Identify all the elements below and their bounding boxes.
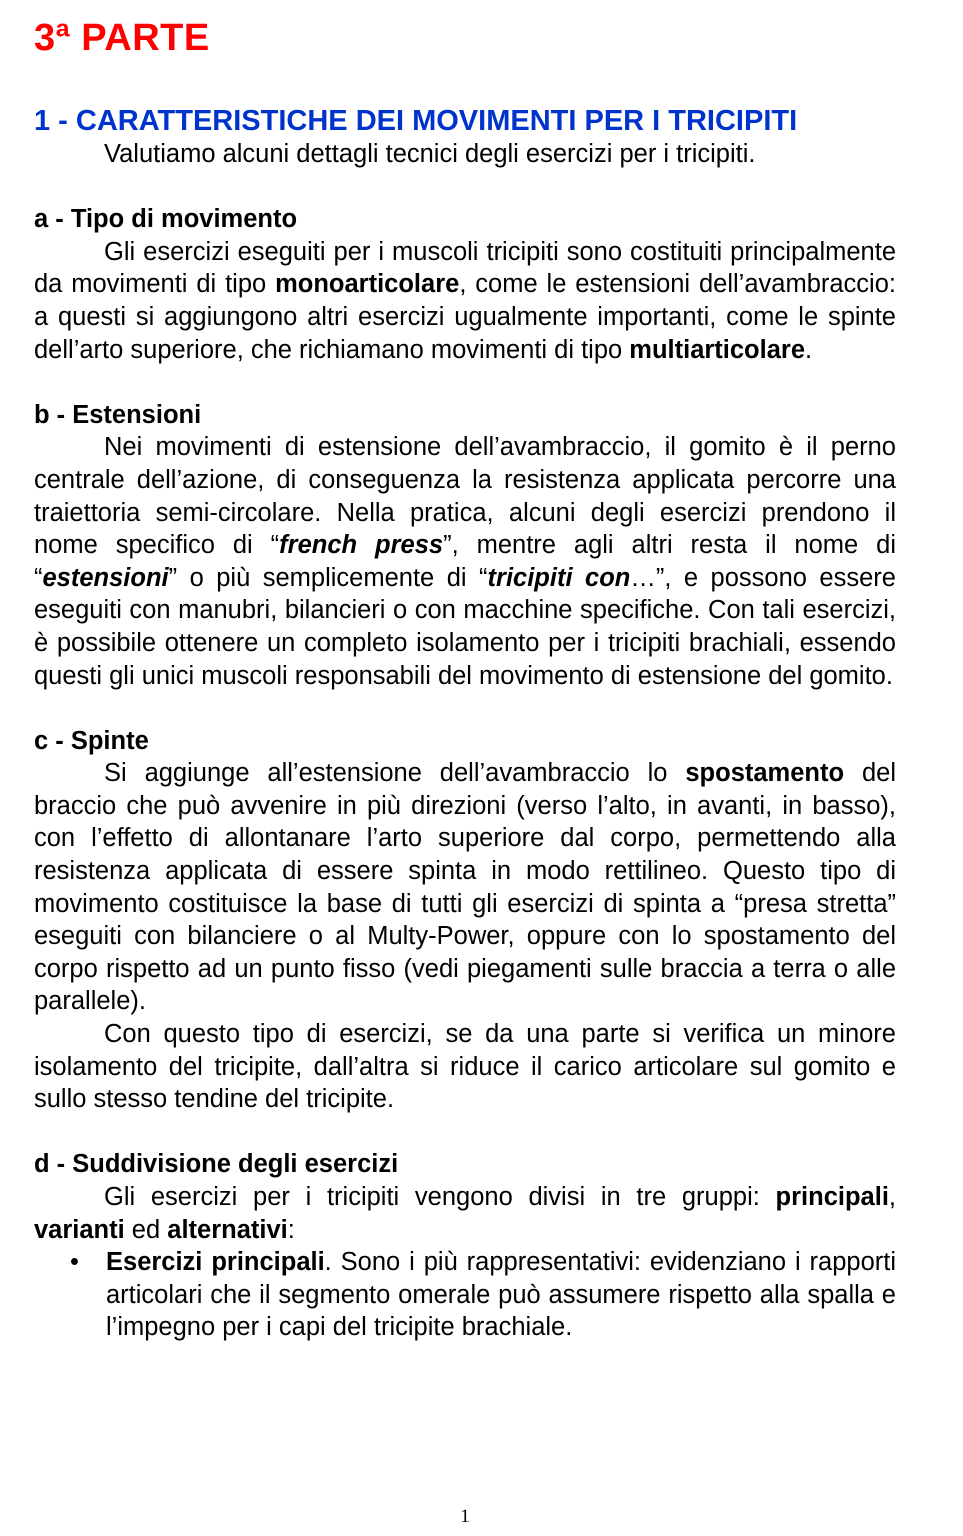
text-span: del braccio che può avvenire in più direzioni (verso l’alto, in avanti, in basso), con l’effetto di allontanare l’arto superiore dal corpo, permettendo alla resistenza applicata di essere spinta in modo rettilineo. Questo tipo di movimento costituisce la base di tutti gli esercizi di spinta a “presa stretta” eseguiti con bilanciere o al Multy-Power, oppure con lo spostamento del corpo rispetto ad un punto fisso (vedi piegamenti sulle braccia a terra o alle parallele). (34, 759, 896, 1016)
chapter-title: 1 - CARATTERISTICHE DEI MOVIMENTI PER I TRICIPITI (34, 105, 798, 137)
text-span: Nei movimenti di estensione dell’avambraccio, il gomito è il perno centrale dell’azione, di conseguenza la resistenza applicata percorre una traiettoria semi-circolare. Nella pratica, alcuni degli esercizi prendono il nome specifico di “ (34, 433, 896, 560)
bold-italic-term: french press (279, 531, 444, 560)
bullet-icon: • (70, 1248, 79, 1277)
bold-italic-term: estensioni (42, 563, 169, 592)
bold-term: multiarticolare (629, 335, 806, 364)
bold-italic-term: tricipiti con (487, 563, 631, 592)
part-title: 3ª PARTE (34, 17, 210, 59)
intro-paragraph: Valutiamo alcuni dettagli tecnici degli esercizi per i tricipiti. (104, 140, 756, 168)
page-number: 1 (460, 1506, 470, 1527)
section-d-paragraph (34, 1181, 896, 1246)
section-c-paragraph (34, 757, 896, 1018)
section-b (34, 399, 896, 692)
section-c (34, 725, 896, 1116)
section-d (34, 1148, 896, 1344)
section-c-paragraph-2: Con questo tipo di esercizi, se da una parte si verifica un minore isolamento del tricipite, dall’altra si riduce il carico articolare sul gomito e sullo stesso tendine del tricipite. (34, 1020, 896, 1114)
text-span: . (805, 335, 813, 364)
section-b-paragraph (34, 431, 896, 692)
section-c-heading: c - Spinte (34, 726, 149, 755)
text-span: Gli esercizi per i tricipiti vengono divisi in tre gruppi: (104, 1183, 776, 1211)
text-span: , (888, 1183, 896, 1211)
chapter (34, 104, 896, 1344)
section-d-heading: d - Suddivisione degli esercizi (34, 1150, 399, 1179)
bold-term: principali (775, 1183, 889, 1211)
section-a-heading: a - Tipo di movimento (34, 205, 298, 234)
text-span: . Sono i più rappresentativi: evidenziano i rapporti articolari che il segmento omerale può assumere rispetto alla spalla e l’impegno per i capi del tricipite brachiale. (106, 1248, 896, 1342)
bold-term: Esercizi principali (106, 1248, 325, 1277)
bold-term: spostamento (685, 759, 845, 788)
text-span: ed (124, 1215, 168, 1244)
section-b-heading: b - Estensioni (34, 400, 202, 429)
text-span: ” o più semplicemente di “ (168, 563, 488, 592)
bold-term: varianti (34, 1215, 125, 1244)
text-span: ”, mentre agli altri resta il nome di “ (34, 531, 897, 592)
bold-term: monoarticolare (275, 270, 460, 299)
list-item (34, 1246, 896, 1344)
section-a (34, 203, 896, 366)
text-span: Gli esercizi eseguiti per i muscoli tricipiti sono costituiti principalmente da movimenti di tipo (34, 237, 896, 299)
bold-term: alternativi (167, 1215, 288, 1244)
section-a-paragraph (34, 236, 896, 366)
text-span: …”, e possono essere eseguiti con manubri, bilancieri o con macchine specifiche. Con tali esercizi, è possibile ottenere un completo isolamento per i tricipiti brachiali, essendo questi gli unici muscoli responsabili del movimento di estensione del gomito. (34, 563, 896, 690)
text-span: Si aggiunge all’estensione dell’avambraccio lo (104, 759, 686, 788)
text-span: , come le estensioni dell’avambraccio: a questi si aggiungono altri esercizi ugualmente importanti, come le spinte dell’arto superiore, che richiamano movimenti di tipo (34, 270, 896, 364)
text-span: : (287, 1215, 295, 1244)
